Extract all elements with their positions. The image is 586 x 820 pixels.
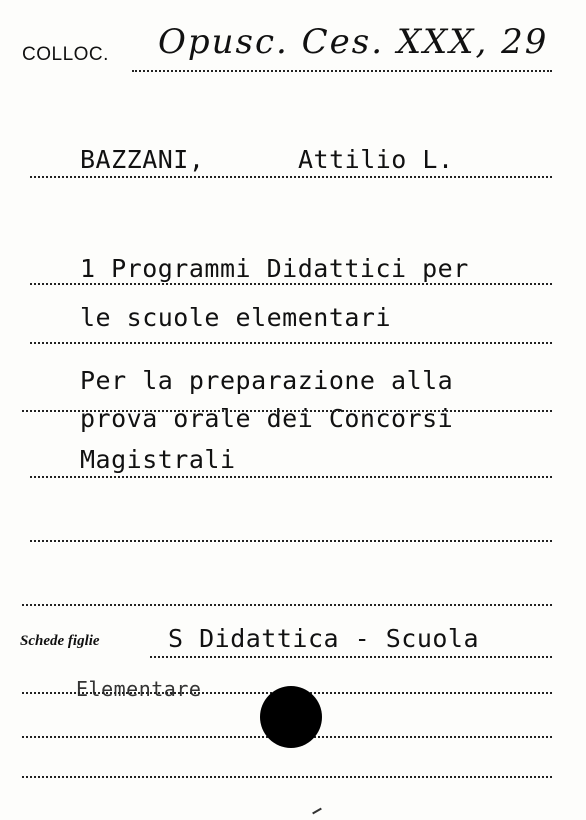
collocation-handwritten-value: Opusc. Ces. XXX, 29: [158, 22, 549, 62]
author-given-name: Attilio L.: [298, 145, 454, 174]
blank-rule-2: [22, 604, 552, 606]
blank-rule-1: [30, 540, 552, 542]
stray-mark: [312, 808, 322, 815]
title-line-1: 1 Programmi Didattici per: [80, 254, 469, 283]
title-rule-3: [22, 410, 552, 412]
author-rule: [30, 176, 552, 178]
subject-headings-label: Schede figlie: [20, 633, 100, 649]
title-line-5: Magistrali: [80, 445, 236, 474]
blank-rule-4: [22, 776, 552, 778]
title-line-4: prova orale dei Concorsi: [80, 404, 454, 433]
punch-hole: [260, 686, 322, 748]
author-surname: BAZZANI,: [80, 145, 205, 174]
title-rule-4: [30, 476, 552, 478]
title-line-2: le scuole elementari: [80, 303, 392, 332]
title-rule-1: [30, 283, 552, 285]
subject-heading-line-1: S Didattica - Scuola: [168, 624, 480, 653]
title-line-3: Per la preparazione alla: [80, 366, 454, 395]
subject-rule-1: [150, 656, 552, 658]
collocation-label: COLLOC.: [22, 44, 109, 65]
collocation-rule: [132, 70, 552, 72]
title-rule-2: [30, 342, 552, 344]
subject-heading-line-2: Elementare: [76, 677, 202, 701]
